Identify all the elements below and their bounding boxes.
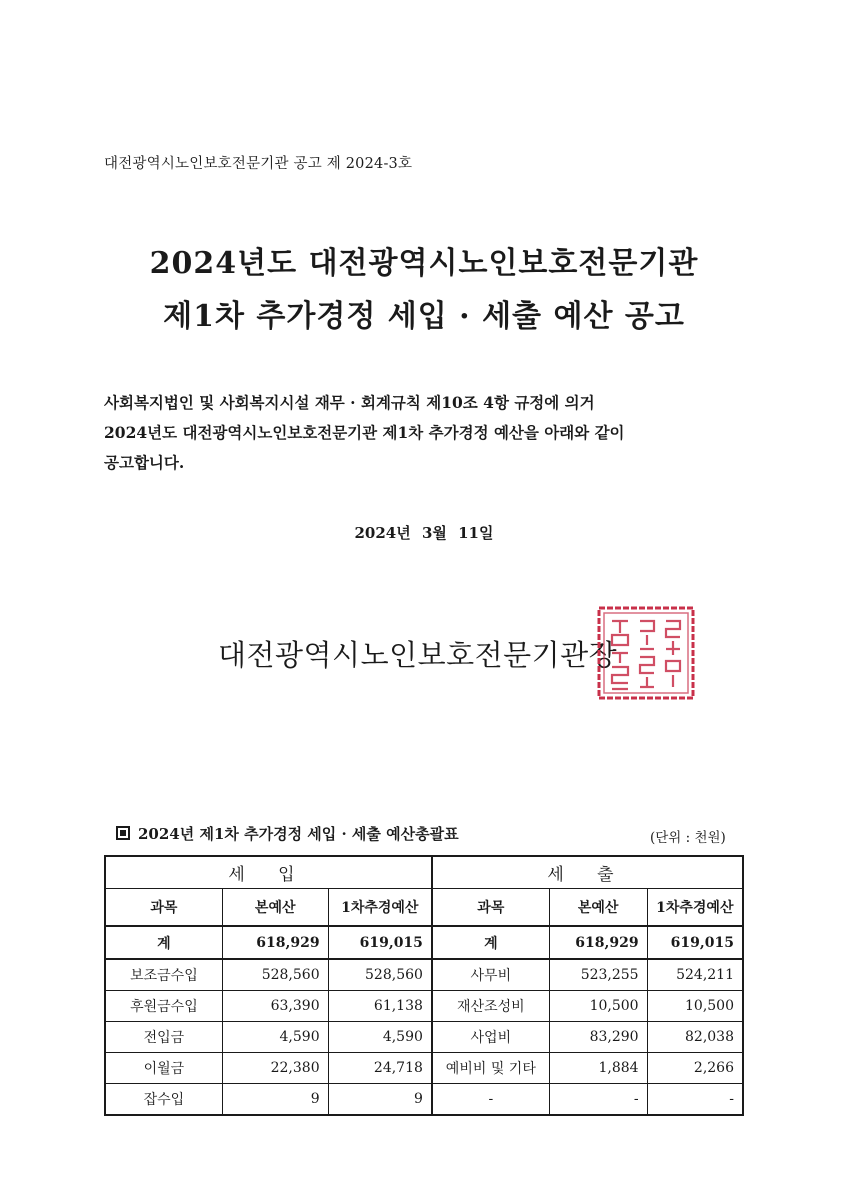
table-cell: 잡수입 [105,1084,222,1116]
total-row [105,926,743,959]
table-cell: 83,290 [549,1022,647,1053]
official-seal-icon [596,605,696,701]
table-cell: 619,015 [647,926,743,959]
table-cell: 528,560 [222,959,328,991]
table-cell: 618,929 [549,926,647,959]
table-title-text: 2024년 제1차 추가경정 세입 · 세출 예산총괄표 [138,825,459,843]
table-cell: 63,390 [222,991,328,1022]
column-header: 본예산 [222,889,328,927]
table-cell: 61,138 [328,991,432,1022]
table-cell: 재산조성비 [432,991,549,1022]
table-cell: 후원금수입 [105,991,222,1022]
table-cell: 4,590 [222,1022,328,1053]
table-cell: 524,211 [647,959,743,991]
table-cell: 이월금 [105,1053,222,1084]
table-cell: 9 [328,1084,432,1116]
table-cell: 예비비 및 기타 [432,1053,549,1084]
table-cell: - [549,1084,647,1116]
square-bullet-icon [116,826,130,840]
table-cell: 9 [222,1084,328,1116]
table-cell: 618,929 [222,926,328,959]
page-title-line2: 제1차 추가경정 세입 · 세출 예산 공고 [163,299,685,334]
table-row [105,959,743,991]
table-cell: 사무비 [432,959,549,991]
revenue-header: 세 입 [105,856,432,889]
unit-label: (단위 : 천원) [650,830,726,846]
table-cell: 계 [105,926,222,959]
table-cell: 4,590 [328,1022,432,1053]
table-cell: 528,560 [328,959,432,991]
column-header: 1차추경예산 [647,889,743,927]
table-cell: 사업비 [432,1022,549,1053]
table-cell: 10,500 [647,991,743,1022]
table-title [116,823,459,844]
notice-body-line3: 공고합니다. [104,453,185,472]
table-cell: 619,015 [328,926,432,959]
table-cell: 보조금수입 [105,959,222,991]
table-cell: - [432,1084,549,1116]
column-header: 1차추경예산 [328,889,432,927]
expense-header: 세 출 [432,856,743,889]
column-header: 과목 [105,889,222,927]
table-row [105,1053,743,1084]
notice-body-line1: 사회복지법인 및 사회복지시설 재무 · 회계규칙 제10조 4항 규정에 의거 [104,393,595,412]
table-cell: 계 [432,926,549,959]
table-row [105,1084,743,1116]
column-header: 과목 [432,889,549,927]
notice-date: 2024년 3월 11일 [354,524,494,542]
table-row [105,1022,743,1053]
notice-number: 대전광역시노인보호전문기관 공고 제 2024-3호 [104,156,413,172]
table-cell: 전입금 [105,1022,222,1053]
table-cell: 24,718 [328,1053,432,1084]
column-header: 본예산 [549,889,647,927]
table-cell: 1,884 [549,1053,647,1084]
table-cell: 82,038 [647,1022,743,1053]
notice-body-line2: 2024년도 대전광역시노인보호전문기관 제1차 추가경정 예산을 아래와 같이 [104,423,625,442]
table-cell: 2,266 [647,1053,743,1084]
table-row [105,991,743,1022]
table-cell: 523,255 [549,959,647,991]
table-cell: 22,380 [222,1053,328,1084]
page-title-line1: 2024년도 대전광역시노인보호전문기관 [149,246,699,281]
table-cell: 10,500 [549,991,647,1022]
budget-summary-table [104,855,744,1116]
table-cell: - [647,1084,743,1116]
issuer-name: 대전광역시노인보호전문기관장 [218,638,618,672]
notice-body [104,388,750,478]
